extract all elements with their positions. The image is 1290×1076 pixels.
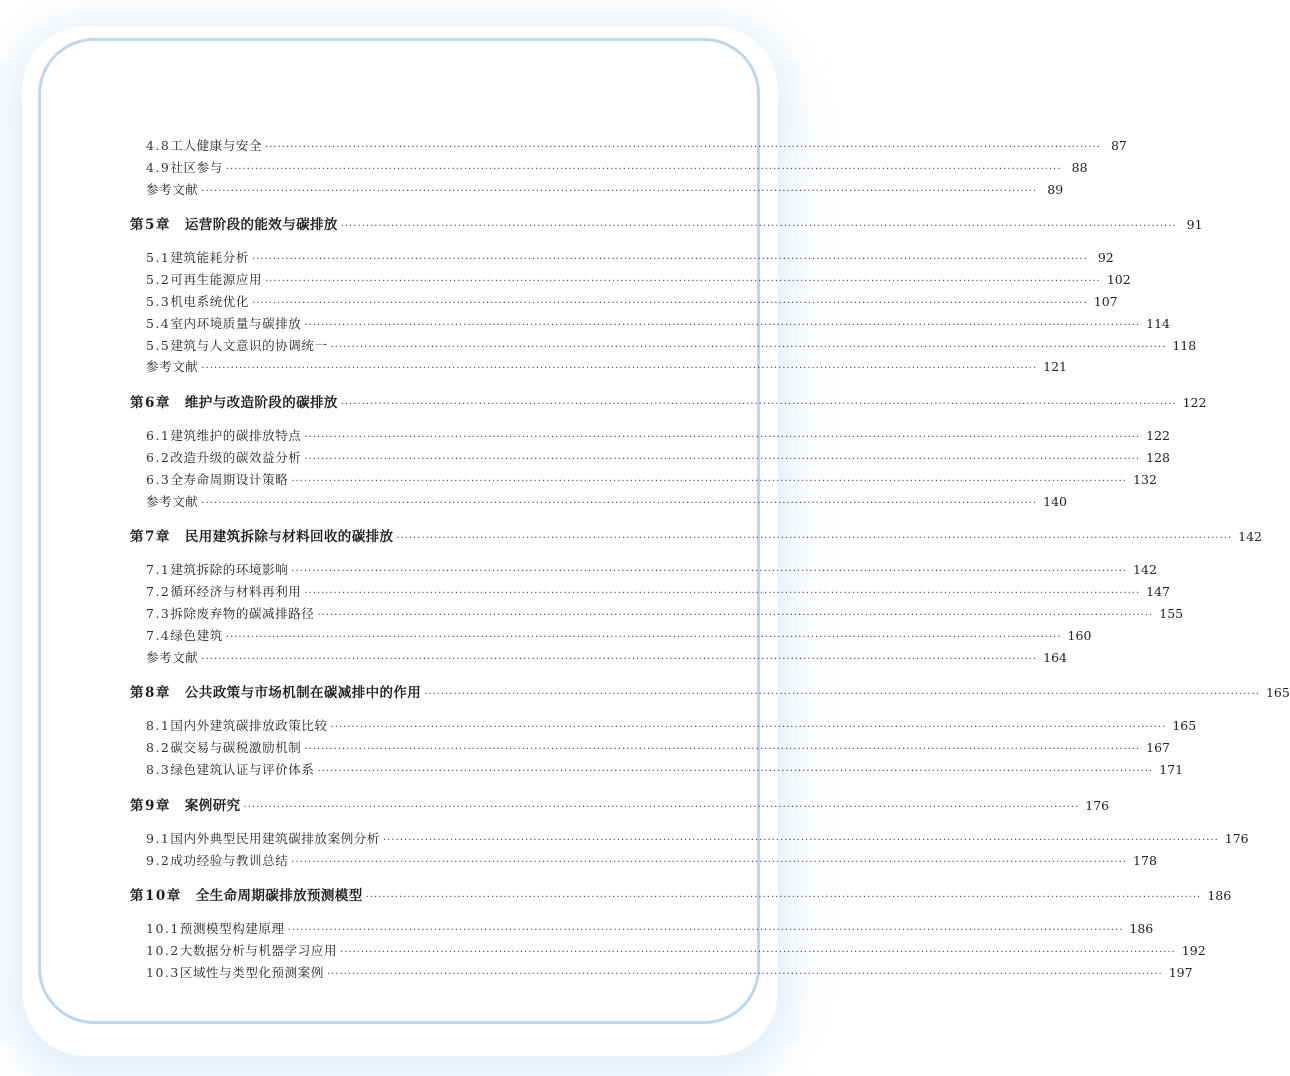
page-number: 92 bbox=[1097, 250, 1114, 266]
dot-leader: ········································································································································································································ bbox=[330, 722, 1167, 734]
dot-leader: ········································································································································································································ bbox=[265, 276, 1101, 288]
chapter-title: 民用建筑拆除与材料回收的碳排放 bbox=[184, 529, 394, 546]
page-number: 128 bbox=[1146, 449, 1171, 465]
section-title: 参考文献 bbox=[146, 493, 199, 509]
section-entry[interactable] bbox=[130, 158, 1088, 180]
page-number: 107 bbox=[1093, 293, 1118, 309]
chapter-entry[interactable] bbox=[130, 525, 1263, 551]
section-number: 8.1 bbox=[146, 718, 171, 734]
section-number: 7.3 bbox=[146, 605, 171, 621]
section-entry[interactable] bbox=[130, 941, 1206, 963]
section-number: 5.4 bbox=[146, 315, 171, 331]
section-title: 参考文献 bbox=[146, 359, 199, 375]
section-entry[interactable] bbox=[130, 648, 1068, 670]
page-number: 165 bbox=[1265, 685, 1290, 701]
section-number: 6.2 bbox=[146, 449, 171, 465]
section-title: 国内外典型民用建筑碳排放案例分析 bbox=[170, 830, 380, 846]
chapter-entry[interactable] bbox=[130, 681, 1290, 707]
section-title: 建筑维护的碳排放特点 bbox=[170, 428, 302, 444]
dot-leader: ········································································································································································································ bbox=[304, 744, 1141, 756]
section-entry[interactable] bbox=[130, 604, 1184, 626]
page-number: 122 bbox=[1182, 395, 1207, 411]
dot-leader: ········································································································································································································ bbox=[304, 319, 1141, 331]
section-number: 9.1 bbox=[146, 830, 171, 846]
page-number: 155 bbox=[1159, 605, 1184, 621]
section-entry[interactable] bbox=[130, 738, 1171, 760]
section-title: 机电系统优化 bbox=[170, 293, 249, 309]
page-number: 140 bbox=[1043, 493, 1068, 509]
section-title: 绿色建筑 bbox=[170, 627, 223, 643]
section-entry[interactable] bbox=[130, 426, 1171, 448]
dot-leader: ········································································································································································································ bbox=[340, 947, 1176, 959]
chapter-number: 第5章 bbox=[130, 217, 171, 234]
page-number: 147 bbox=[1146, 584, 1171, 600]
page-number: 197 bbox=[1168, 964, 1193, 980]
page-number: 186 bbox=[1129, 921, 1154, 937]
section-number: 5.3 bbox=[146, 293, 171, 309]
section-number: 5.5 bbox=[146, 337, 171, 353]
section-entry[interactable] bbox=[130, 716, 1197, 738]
chapter-entry[interactable] bbox=[130, 884, 1232, 910]
section-title: 参考文献 bbox=[146, 181, 199, 197]
section-number: 4.9 bbox=[146, 159, 171, 175]
section-entry[interactable] bbox=[130, 760, 1184, 782]
section-number: 5.1 bbox=[146, 250, 171, 266]
dot-leader: ········································································································································································································ bbox=[291, 475, 1128, 487]
section-entry[interactable] bbox=[130, 314, 1171, 336]
section-number: 4.8 bbox=[146, 138, 171, 153]
section-title: 参考文献 bbox=[146, 649, 199, 665]
dot-leader: ········································································································································································································ bbox=[304, 453, 1141, 465]
page-number: 192 bbox=[1181, 943, 1206, 959]
dot-leader: ········································································································································································································ bbox=[317, 765, 1154, 777]
page-number: 114 bbox=[1146, 315, 1171, 331]
table-of-contents bbox=[130, 136, 1290, 985]
section-title: 区域性与类型化预测案例 bbox=[179, 964, 324, 980]
section-entry[interactable] bbox=[130, 492, 1068, 514]
dot-leader: ········································································································································································································ bbox=[383, 834, 1219, 846]
section-entry[interactable] bbox=[130, 357, 1068, 379]
page-number: 171 bbox=[1159, 761, 1184, 777]
section-entry[interactable] bbox=[130, 136, 1127, 158]
chapter-title: 运营阶段的能效与碳排放 bbox=[184, 217, 338, 234]
section-title: 循环经济与材料再利用 bbox=[170, 584, 302, 600]
chapter-number: 第6章 bbox=[130, 395, 171, 412]
section-title: 预测模型构建原理 bbox=[179, 921, 285, 937]
dot-leader: ········································································································································································································ bbox=[291, 566, 1128, 578]
page-number: 89 bbox=[1047, 181, 1064, 197]
page-number: 176 bbox=[1085, 797, 1110, 813]
section-entry[interactable] bbox=[130, 180, 1064, 202]
section-number: 7.2 bbox=[146, 584, 171, 600]
page-number: 132 bbox=[1133, 471, 1157, 487]
section-title: 建筑能耗分析 bbox=[170, 250, 249, 266]
dot-leader: ········································································································································································································ bbox=[201, 497, 1038, 509]
section-title: 社区参与 bbox=[170, 159, 223, 175]
page-number: 165 bbox=[1172, 718, 1197, 734]
dot-leader: ········································································································································································································ bbox=[424, 689, 1260, 701]
section-number: 8.3 bbox=[146, 761, 171, 777]
chapter-title: 案例研究 bbox=[184, 797, 241, 814]
section-title: 建筑与人文意识的协调统一 bbox=[170, 337, 328, 353]
dot-leader: ········································································································································································································ bbox=[304, 432, 1141, 444]
page-number: 178 bbox=[1133, 852, 1157, 868]
chapter-number: 第9章 bbox=[130, 797, 171, 814]
chapter-number: 第7章 bbox=[130, 529, 171, 546]
section-entry[interactable] bbox=[130, 919, 1154, 941]
page-number: 121 bbox=[1043, 359, 1068, 375]
section-number: 8.2 bbox=[146, 740, 171, 756]
dot-leader: ········································································································································································································ bbox=[201, 363, 1038, 375]
dot-leader: ········································································································································································································ bbox=[252, 297, 1088, 309]
section-entry[interactable] bbox=[130, 626, 1092, 648]
chapter-number: 第10章 bbox=[130, 888, 182, 905]
chapter-title: 维护与改造阶段的碳排放 bbox=[184, 395, 338, 412]
page-number: 142 bbox=[1133, 562, 1157, 578]
section-title: 绿色建筑认证与评价体系 bbox=[170, 761, 315, 777]
page-number: 87 bbox=[1110, 138, 1127, 153]
page-number: 91 bbox=[1186, 217, 1203, 233]
section-entry[interactable] bbox=[130, 470, 1157, 492]
section-title: 拆除废弃物的碳减排路径 bbox=[170, 605, 315, 621]
section-entry[interactable] bbox=[130, 829, 1249, 851]
dot-leader: ········································································································································································································ bbox=[225, 631, 1062, 643]
chapter-title: 全生命周期碳排放预测模型 bbox=[195, 888, 363, 905]
dot-leader: ········································································································································································································ bbox=[326, 968, 1163, 980]
section-number: 9.2 bbox=[146, 852, 171, 868]
chapter-entry[interactable] bbox=[130, 391, 1207, 417]
page-number: 164 bbox=[1043, 649, 1068, 665]
page-number: 88 bbox=[1071, 159, 1088, 175]
section-entry[interactable] bbox=[130, 963, 1193, 985]
dot-leader: ········································································································································································································ bbox=[396, 533, 1233, 545]
dot-leader: ········································································································································································································ bbox=[287, 925, 1124, 937]
section-entry[interactable] bbox=[130, 248, 1114, 270]
section-number: 10.1 bbox=[146, 921, 180, 937]
section-number: 10.2 bbox=[146, 943, 180, 959]
page-number: 102 bbox=[1106, 272, 1131, 288]
section-entry[interactable] bbox=[130, 582, 1171, 604]
dot-leader: ········································································································································································································ bbox=[365, 892, 1202, 904]
section-title: 工人健康与安全 bbox=[170, 138, 263, 153]
section-entry[interactable] bbox=[130, 851, 1157, 873]
section-number: 7.1 bbox=[146, 562, 171, 578]
dot-leader: ········································································································································································································ bbox=[265, 142, 1101, 153]
dot-leader: ········································································································································································································ bbox=[340, 221, 1177, 233]
section-number: 7.4 bbox=[146, 627, 171, 643]
section-title: 建筑拆除的环境影响 bbox=[170, 562, 289, 578]
section-title: 全寿命周期设计策略 bbox=[170, 471, 289, 487]
chapter-entry[interactable] bbox=[130, 794, 1110, 820]
section-title: 改造升级的碳效益分析 bbox=[170, 449, 302, 465]
dot-leader: ········································································································································································································ bbox=[252, 254, 1088, 266]
section-number: 6.1 bbox=[146, 428, 171, 444]
section-title: 碳交易与碳税激励机制 bbox=[170, 740, 302, 756]
dot-leader: ········································································································································································································ bbox=[317, 609, 1154, 621]
section-number: 10.3 bbox=[146, 964, 180, 980]
section-entry[interactable] bbox=[130, 292, 1118, 314]
section-entry[interactable] bbox=[130, 270, 1131, 292]
page-number: 176 bbox=[1224, 830, 1249, 846]
section-entry[interactable] bbox=[130, 560, 1157, 582]
section-title: 成功经验与教训总结 bbox=[170, 852, 289, 868]
dot-leader: ········································································································································································································ bbox=[291, 856, 1128, 868]
dot-leader: ········································································································································································································ bbox=[243, 801, 1080, 813]
page-number: 186 bbox=[1207, 888, 1232, 904]
page-number: 118 bbox=[1172, 337, 1197, 353]
chapter-title: 公共政策与市场机制在碳减排中的作用 bbox=[184, 685, 422, 702]
section-number: 5.2 bbox=[146, 272, 171, 288]
section-entry[interactable] bbox=[130, 336, 1197, 358]
chapter-entry[interactable] bbox=[130, 213, 1203, 239]
section-number: 6.3 bbox=[146, 471, 171, 487]
page-number: 122 bbox=[1146, 428, 1171, 444]
page-number: 160 bbox=[1067, 627, 1092, 643]
section-title: 大数据分析与机器学习应用 bbox=[179, 943, 338, 959]
dot-leader: ········································································································································································································ bbox=[201, 653, 1038, 665]
section-title: 国内外建筑碳排放政策比较 bbox=[170, 718, 328, 734]
dot-leader: ········································································································································································································ bbox=[340, 399, 1177, 411]
dot-leader: ········································································································································································································ bbox=[330, 341, 1167, 353]
dot-leader: ········································································································································································································ bbox=[225, 163, 1062, 175]
page-number: 142 bbox=[1238, 529, 1263, 545]
page-number: 167 bbox=[1146, 740, 1171, 756]
section-title: 可再生能源应用 bbox=[170, 272, 263, 288]
section-title: 室内环境质量与碳排放 bbox=[170, 315, 302, 331]
section-entry[interactable] bbox=[130, 448, 1171, 470]
dot-leader: ········································································································································································································ bbox=[304, 588, 1141, 600]
chapter-number: 第8章 bbox=[130, 685, 171, 702]
dot-leader: ········································································································································································································ bbox=[201, 185, 1038, 197]
